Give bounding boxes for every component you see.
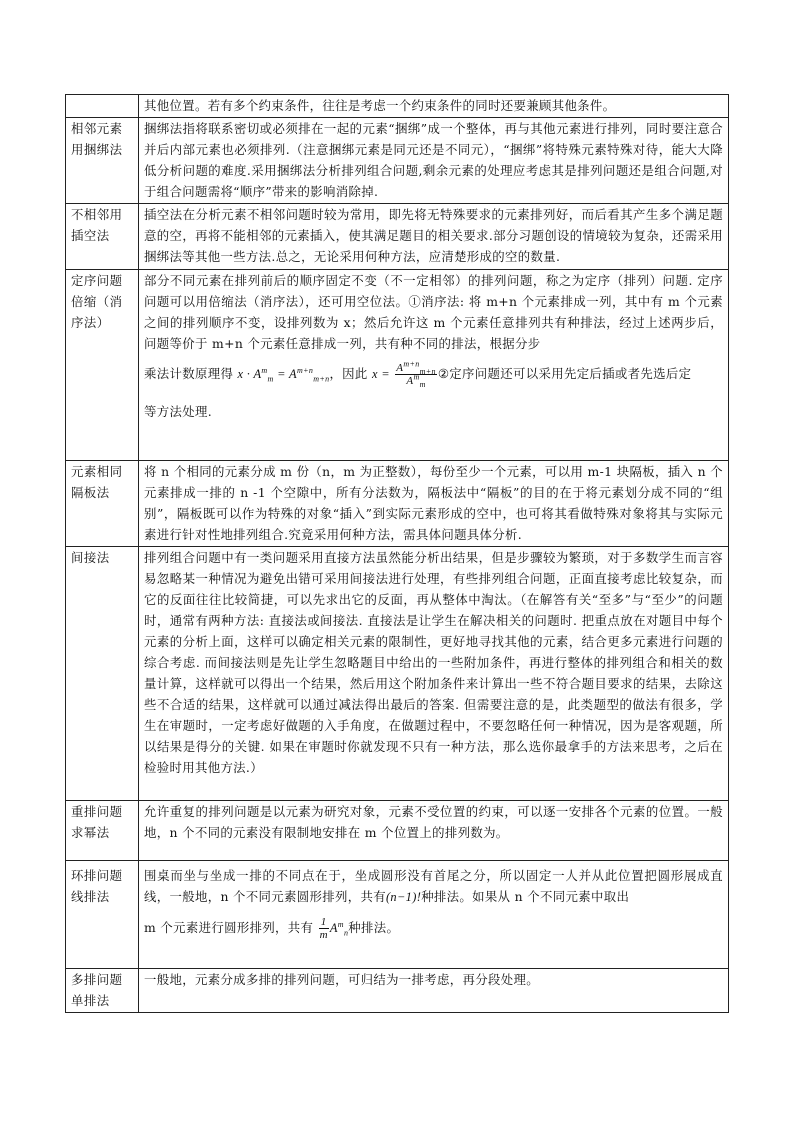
method-name: 多排问题单排法 (66, 969, 139, 1013)
method-name: 重排问题求幂法 (66, 801, 139, 861)
formula-count: (n−1)! (385, 890, 422, 904)
formula-prefix: m 个元素进行圆形排列，共有 (144, 920, 314, 935)
formula-mid: ，因此 (329, 366, 368, 381)
table-row (66, 270, 729, 461)
method-description: 捆绑法指将联系密切或必须排在一起的元素“捆绑”成一个整体，再与其他元素进行排列，同时要注意合并后内部元素也必须排列.（注意捆绑元素是同元还是不同元），“捆绑”将特殊元素特殊对待，能大大降低分析问题的难度.采用捆绑法分析排列组合问题,剩余元素的处理应考虑其是排列问题还是组合问题,对于组合问题需将“顺序”带来的影响消除掉. (139, 118, 729, 204)
formula-prefix: 乘法计数原理得 (144, 366, 234, 381)
formula-line (144, 359, 723, 390)
description-text: 其他位置。若有多个约束条件，往往是考虑一个约束条件的同时还要兼顾其他条件。 (144, 98, 616, 113)
method-name: 环排问题线排法 (66, 861, 139, 969)
table-row (66, 461, 729, 547)
method-description: 插空法在分析元素不相邻问题时较为常用，即先将无特殊要求的元素排列好，而后看其产生多个满足题意的空，再将不能相邻的元素插入，使其满足题目的相关要求.部分习题创设的情境较为复杂，还需采用捆绑法等其他一些方法.总之，无论采用何种方法，应清楚形成的空的数量. (139, 204, 729, 270)
method-description (139, 95, 729, 118)
fraction-1-over-m: $\frac{1}{m}$ (319, 916, 328, 941)
method-description: 排列组合问题中有一类问题采用直接方法虽然能分析出结果，但是步骤较为繁琐，对于多数学生而言容易忽略某一种情况为避免出错可采用间接法进行处理，有些排列组合问题，正面直接考虑比较复杂，而它的反面往往比较简捷，可以先求出它的反面，再从整体中淘汰。（在解答有关“至多”与“至少”的问题时，通常有两种方法: 直接法或间接法. 直接法是让学生在解决相关的问题时. 把重点放在对题目中每个元素的分析上面，这样可以确定相关元素的限制性，更好地寻找其他的元素，结合更多元素进行问题的综合考虑. 而间接法则是先让学生忽略题目中给出的一些附加条件，再进行整体的排列组合和相关的数量计算，这样就可以得出一个结果，然后用这个附加条件来计算出一些不符合题目要求的结果，去除这些不合适的结果，这样就可以通过减法得出最后的答案. 但需要注意的是，此类题型的做法有很多，学生在审题时，一定考虑好做题的入手角度，在做题过程中，不要忽略任何一种情况，因为是客观题，所以结果是得分的关键. 如果在审题时你就发现不只有一种方法，那么选你最拿手的方法来思考，之后在检验时用其他方法.） (139, 547, 729, 801)
method-description: 一般地，元素分成多排的排列问题，可归结为一排考虑，再分段处理。 (139, 969, 729, 1013)
formula-anm: $A^m_n$ (329, 919, 349, 938)
formula-line (144, 916, 723, 941)
table-row (66, 95, 729, 118)
formula-suffix: ②定序问题还可以采用先定后插或者先选后定 (437, 366, 692, 381)
method-description: 将 n 个相同的元素分成 m 份（n，m 为正整数），每份至少一个元素，可以用 m-1 块隔板，插入 n 个元素排成一排的 n -1 个空隙中，所有分法数为，隔板法中“隔板”的目的在于将元素划分成不同的“组别”，隔板既可以作为特殊的对象“插入”到实际元素形成的空中，也可将其看做特殊对象将其与实际元素进行针对性地排列组合.究竟采用何种方法，需具体问题具体分析. (139, 461, 729, 547)
formula-suffix: 种排法。 (348, 920, 400, 935)
method-description (139, 270, 729, 461)
method-name: 相邻元素用捆绑法 (66, 118, 139, 204)
table-row (66, 204, 729, 270)
description-text: 等方法处理. (144, 404, 212, 419)
table-row (66, 801, 729, 861)
method-name: 定序问题倍缩（消序法） (66, 270, 139, 461)
method-name: 不相邻用插空法 (66, 204, 139, 270)
method-description: 允许重复的排列问题是以元素为研究对象，元素不受位置的约束，可以逐一安排各个元素的位置。一般地，n 个不同的元素没有限制地安排在 m 个位置上的排列数为。 (139, 801, 729, 861)
method-name: 元素相同隔板法 (66, 461, 139, 547)
table-row (66, 861, 729, 969)
description-text: 围桌而坐与坐成一排的不同点在于，坐成圆形没有首尾之分，所以固定一人并从此位置把圆形展成直线，一般地，n 个不同元素圆形排列，共有 (144, 868, 723, 904)
method-name: 间接法 (66, 547, 139, 801)
method-name (66, 95, 139, 118)
methods-table (65, 94, 729, 1013)
table-row (66, 547, 729, 801)
fraction-formula: $\frac{A^{m+n}_{m+n}}{A^m_m}$ (396, 359, 436, 390)
table-row (66, 118, 729, 204)
formula-x-am: $x \cdot A^m_m = A^{m+n}_{m+n}$ (237, 365, 330, 384)
description-text: 部分不同元素在排列前后的顺序固定不变（不一定相邻）的排列问题，称之为定序（排列）问题. 定序问题可以用倍缩法（消序法），还可用空位法。①消序法: 将 m+n 个元素排成一列，其中有 m 个元素之间的排列顺序不变，设排列数为 x；然后允许这 m 个元素任意排列共有种排法，经过上述两步后，问题等价于 m+n 个元素任意排成一列，共有种不同的排法，根据分步 (144, 273, 723, 351)
method-description (139, 861, 729, 969)
formula-x: x = (371, 367, 390, 381)
description-text: 种排法。如果从 n 个不同元素中取出 (421, 889, 630, 904)
table-row (66, 969, 729, 1013)
